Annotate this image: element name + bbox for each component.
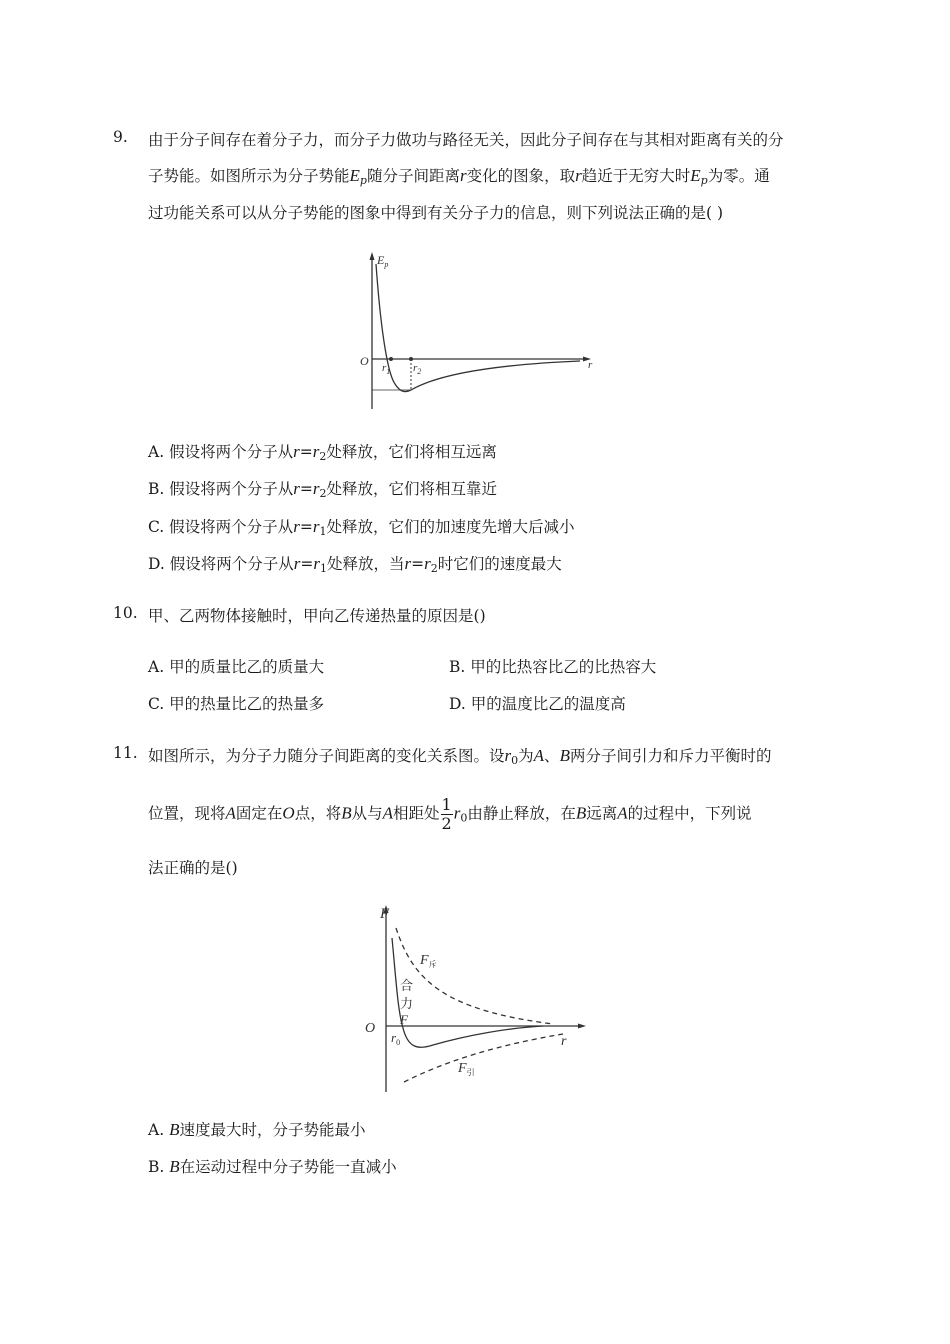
question-text-line: 过功能关系可以从分子势能的图象中得到有关分子力的信息，则下列说法正确的是( ) [148, 204, 724, 222]
option-c[interactable]: C. 甲的热量比乙的热量多 [148, 695, 325, 713]
option-a[interactable]: A. 甲的质量比乙的质量大 [148, 658, 325, 676]
svg-text:r: r [561, 1034, 567, 1049]
svg-text:O: O [360, 354, 369, 368]
fraction-one-half: $\frac{1}{2}$ [441, 795, 452, 833]
option-b[interactable]: B. 甲的比热容比乙的比热容大 [449, 658, 657, 676]
option-b[interactable]: B. 假设将两个分子从r=r2处释放，它们将相互靠近 [148, 479, 498, 500]
question-number: 9. [113, 128, 128, 146]
svg-text:r: r [588, 359, 593, 371]
svg-text:Ep: $E_p$ [377, 253, 389, 269]
svg-text:O: O [365, 1021, 376, 1036]
question-text-line: 如图所示，为分子力随分子间距离的变化关系图。设r0为A、B两分子间引力和斥力平衡时的 [148, 746, 772, 767]
option-c[interactable]: C. 假设将两个分子从r=r1处释放，它们的加速度先增大后减小 [148, 517, 575, 538]
svg-text:F斥: $F_斥$ [420, 953, 437, 969]
answer-blank: () [473, 607, 486, 625]
svg-text:合: 合 [400, 978, 414, 993]
option-a[interactable]: A. 假设将两个分子从r=r2处释放，它们将相互远离 [148, 442, 497, 463]
svg-text:F引: $F_引$ [458, 1061, 475, 1077]
question-text-line: 位置，现将A固定在O点，将B从与A相距处 $\frac{1}{2}$ r0由静止释放，在B远离A的过程中，下列说 [148, 795, 752, 833]
question-text-line: 法正确的是() [148, 859, 238, 877]
svg-text:r1: $r_1$ [382, 362, 391, 376]
answer-blank: () [225, 859, 238, 877]
svg-text:F: F [400, 1012, 408, 1027]
question-text-line: 由于分子间存在着分子力，而分子力做功与路径无关，因此分子间存在与其相对距离有关的分 [148, 131, 784, 149]
svg-text:F: F [380, 906, 390, 922]
option-a[interactable]: A. B速度最大时，分子势能最小 [148, 1120, 366, 1139]
option-b[interactable]: B. B在运动过程中分子势能一直减小 [148, 1157, 397, 1176]
molecular-force-graph [358, 900, 594, 1096]
svg-text:r2: $r_2$ [413, 362, 422, 376]
question-text-line: 子势能。如图所示为分子势能$E_p$随分子间距离r变化的图象，取r趋近于无穷大时$E_p$为零。通 [148, 166, 770, 187]
option-d[interactable]: D. 假设将两个分子从r=r1处释放，当r=r2时它们的速度最大 [148, 554, 562, 575]
potential-energy-graph [355, 244, 600, 414]
question-number: 10. [113, 604, 138, 622]
svg-text:力: 力 [400, 996, 414, 1011]
answer-blank: ( ) [706, 204, 724, 222]
option-d[interactable]: D. 甲的温度比乙的温度高 [449, 695, 626, 713]
question-text-line: 甲、乙两物体接触时，甲向乙传递热量的原因是() [148, 607, 486, 625]
question-number: 11. [113, 744, 138, 762]
svg-text:r0: $r_0$ [391, 1030, 401, 1047]
